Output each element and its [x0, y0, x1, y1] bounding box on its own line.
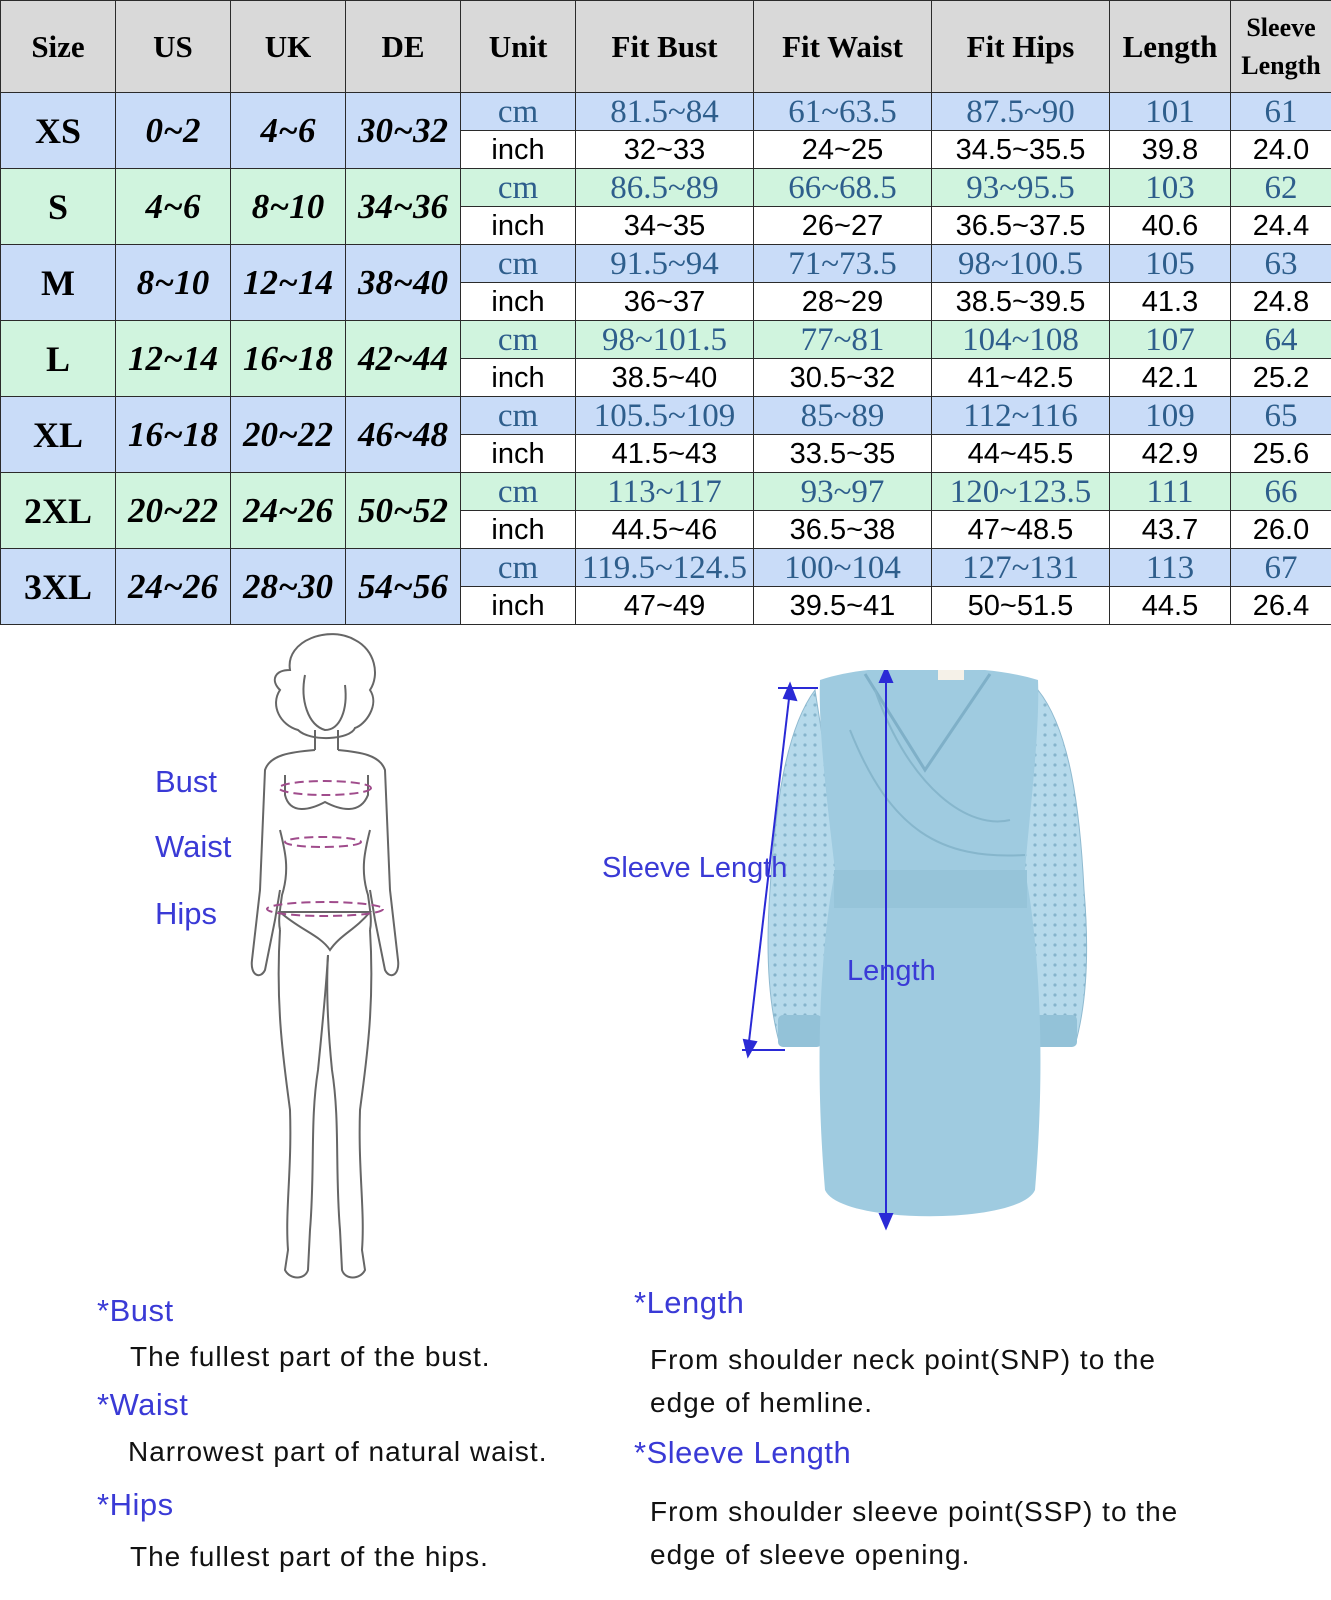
def-sleeve-title: *Sleeve Length	[634, 1435, 852, 1470]
table-row-cm	[1, 93, 1331, 131]
cell-cm-length: 101	[1110, 93, 1231, 131]
cell-cm-waist: 61~63.5	[754, 93, 932, 131]
cell-cm-bust: 119.5~124.5	[576, 549, 754, 587]
cell-us: 24~26	[116, 549, 231, 625]
cell-cm-sleeve: 65	[1231, 397, 1331, 435]
header-unit: Unit	[461, 1, 576, 93]
cell-cm-unit: cm	[461, 397, 576, 435]
cell-cm-unit: cm	[461, 473, 576, 511]
cell-cm-unit: cm	[461, 549, 576, 587]
table-row-cm	[1, 397, 1331, 435]
def-length-text-line2: edge of hemline.	[650, 1387, 874, 1418]
cell-cm-waist: 77~81	[754, 321, 932, 359]
header-sleeve-line2: Length	[1241, 50, 1321, 80]
cell-cm-waist: 100~104	[754, 549, 932, 587]
cell-inch-length: 44.5	[1110, 587, 1231, 625]
cell-cm-length: 113	[1110, 549, 1231, 587]
cell-inch-waist: 30.5~32	[754, 359, 932, 397]
header-sleeve-length	[1231, 1, 1331, 93]
cell-inch-bust: 44.5~46	[576, 511, 754, 549]
cell-inch-sleeve: 26.4	[1231, 587, 1331, 625]
cell-uk: 28~30	[231, 549, 346, 625]
cell-uk: 4~6	[231, 93, 346, 169]
header-size: Size	[1, 1, 116, 93]
cell-cm-hips: 112~116	[932, 397, 1110, 435]
cell-inch-length: 43.7	[1110, 511, 1231, 549]
cell-inch-hips: 50~51.5	[932, 587, 1110, 625]
cell-cm-unit: cm	[461, 245, 576, 283]
header-fit-bust: Fit Bust	[576, 1, 754, 93]
def-bust-title: *Bust	[97, 1293, 174, 1328]
table-header-row	[1, 1, 1331, 93]
cell-inch-bust: 47~49	[576, 587, 754, 625]
cell-us: 20~22	[116, 473, 231, 549]
header-uk: UK	[231, 1, 346, 93]
cell-inch-unit: inch	[461, 131, 576, 169]
cell-uk: 24~26	[231, 473, 346, 549]
cell-inch-waist: 28~29	[754, 283, 932, 321]
cell-us: 4~6	[116, 169, 231, 245]
cell-de: 30~32	[346, 93, 461, 169]
cell-cm-sleeve: 67	[1231, 549, 1331, 587]
cell-cm-hips: 87.5~90	[932, 93, 1110, 131]
header-fit-waist: Fit Waist	[754, 1, 932, 93]
cell-cm-length: 107	[1110, 321, 1231, 359]
cell-inch-sleeve: 26.0	[1231, 511, 1331, 549]
cell-inch-unit: inch	[461, 283, 576, 321]
cell-inch-waist: 39.5~41	[754, 587, 932, 625]
cell-inch-unit: inch	[461, 359, 576, 397]
cell-inch-unit: inch	[461, 207, 576, 245]
cell-inch-hips: 41~42.5	[932, 359, 1110, 397]
header-sleeve-line1: Sleeve	[1246, 12, 1316, 42]
table-row-cm	[1, 549, 1331, 587]
cell-size: XL	[1, 397, 116, 473]
cell-cm-bust: 91.5~94	[576, 245, 754, 283]
cell-cm-waist: 93~97	[754, 473, 932, 511]
cell-cm-length: 109	[1110, 397, 1231, 435]
cell-inch-length: 42.9	[1110, 435, 1231, 473]
cell-inch-hips: 44~45.5	[932, 435, 1110, 473]
table-row-cm	[1, 321, 1331, 359]
cell-cm-hips: 93~95.5	[932, 169, 1110, 207]
table-row-cm	[1, 169, 1331, 207]
cell-size: S	[1, 169, 116, 245]
cell-cm-sleeve: 66	[1231, 473, 1331, 511]
cell-inch-bust: 41.5~43	[576, 435, 754, 473]
cell-uk: 8~10	[231, 169, 346, 245]
cell-inch-bust: 38.5~40	[576, 359, 754, 397]
cell-cm-length: 103	[1110, 169, 1231, 207]
cell-inch-waist: 33.5~35	[754, 435, 932, 473]
def-length-title: *Length	[634, 1285, 745, 1320]
cell-inch-sleeve: 25.2	[1231, 359, 1331, 397]
cell-inch-sleeve: 24.8	[1231, 283, 1331, 321]
cell-inch-bust: 36~37	[576, 283, 754, 321]
cell-cm-bust: 98~101.5	[576, 321, 754, 359]
def-bust-text: The fullest part of the bust.	[130, 1341, 491, 1372]
header-de: DE	[346, 1, 461, 93]
cell-inch-waist: 36.5~38	[754, 511, 932, 549]
cell-cm-bust: 81.5~84	[576, 93, 754, 131]
cell-us: 8~10	[116, 245, 231, 321]
cell-de: 34~36	[346, 169, 461, 245]
cell-inch-hips: 47~48.5	[932, 511, 1110, 549]
cell-uk: 12~14	[231, 245, 346, 321]
cell-cm-unit: cm	[461, 93, 576, 131]
cell-cm-sleeve: 61	[1231, 93, 1331, 131]
cell-cm-length: 111	[1110, 473, 1231, 511]
table-row-cm	[1, 245, 1331, 283]
cell-inch-hips: 34.5~35.5	[932, 131, 1110, 169]
cell-inch-waist: 26~27	[754, 207, 932, 245]
cell-size: M	[1, 245, 116, 321]
cell-size: 2XL	[1, 473, 116, 549]
cell-cm-hips: 104~108	[932, 321, 1110, 359]
cell-uk: 16~18	[231, 321, 346, 397]
cell-inch-length: 41.3	[1110, 283, 1231, 321]
header-us: US	[116, 1, 231, 93]
cell-inch-bust: 32~33	[576, 131, 754, 169]
cell-inch-sleeve: 24.4	[1231, 207, 1331, 245]
cell-cm-sleeve: 62	[1231, 169, 1331, 207]
body-outline-figure	[230, 630, 420, 1290]
cell-uk: 20~22	[231, 397, 346, 473]
cell-inch-waist: 24~25	[754, 131, 932, 169]
cell-inch-length: 42.1	[1110, 359, 1231, 397]
cell-inch-unit: inch	[461, 511, 576, 549]
cell-cm-length: 105	[1110, 245, 1231, 283]
body-label-hips: Hips	[155, 896, 218, 931]
def-sleeve-text-line1: From shoulder sleeve point(SSP) to the	[650, 1496, 1179, 1527]
table-body	[1, 93, 1331, 625]
def-waist-text: Narrowest part of natural waist.	[128, 1436, 548, 1467]
cell-de: 50~52	[346, 473, 461, 549]
cell-cm-hips: 120~123.5	[932, 473, 1110, 511]
cell-cm-bust: 113~117	[576, 473, 754, 511]
cell-inch-sleeve: 24.0	[1231, 131, 1331, 169]
size-chart-table	[0, 0, 1331, 625]
cell-us: 12~14	[116, 321, 231, 397]
cell-size: 3XL	[1, 549, 116, 625]
def-hips-text: The fullest part of the hips.	[130, 1541, 489, 1572]
cell-cm-hips: 127~131	[932, 549, 1110, 587]
cell-inch-unit: inch	[461, 435, 576, 473]
cell-inch-hips: 36.5~37.5	[932, 207, 1110, 245]
body-label-waist: Waist	[155, 829, 232, 864]
cell-de: 42~44	[346, 321, 461, 397]
cell-cm-unit: cm	[461, 321, 576, 359]
cell-cm-waist: 85~89	[754, 397, 932, 435]
body-label-bust: Bust	[155, 764, 218, 799]
def-hips-title: *Hips	[97, 1487, 174, 1522]
cell-us: 16~18	[116, 397, 231, 473]
cell-size: L	[1, 321, 116, 397]
cell-de: 46~48	[346, 397, 461, 473]
cell-cm-sleeve: 63	[1231, 245, 1331, 283]
cell-cm-hips: 98~100.5	[932, 245, 1110, 283]
cell-inch-bust: 34~35	[576, 207, 754, 245]
table-row-cm	[1, 473, 1331, 511]
header-length: Length	[1110, 1, 1231, 93]
cell-inch-hips: 38.5~39.5	[932, 283, 1110, 321]
cell-de: 54~56	[346, 549, 461, 625]
cell-inch-sleeve: 25.6	[1231, 435, 1331, 473]
cell-cm-sleeve: 64	[1231, 321, 1331, 359]
cell-size: XS	[1, 93, 116, 169]
cell-cm-waist: 66~68.5	[754, 169, 932, 207]
cell-inch-length: 40.6	[1110, 207, 1231, 245]
def-waist-title: *Waist	[97, 1387, 189, 1422]
cell-inch-length: 39.8	[1110, 131, 1231, 169]
cell-cm-bust: 105.5~109	[576, 397, 754, 435]
cell-cm-bust: 86.5~89	[576, 169, 754, 207]
cell-inch-unit: inch	[461, 587, 576, 625]
cell-cm-waist: 71~73.5	[754, 245, 932, 283]
cell-de: 38~40	[346, 245, 461, 321]
cell-cm-unit: cm	[461, 169, 576, 207]
def-length-text-line1: From shoulder neck point(SNP) to the	[650, 1344, 1156, 1375]
dress-label-length: Length	[847, 955, 936, 987]
header-fit-hips: Fit Hips	[932, 1, 1110, 93]
cell-us: 0~2	[116, 93, 231, 169]
def-sleeve-text-line2: edge of sleeve opening.	[650, 1539, 971, 1570]
dress-label-sleeve-length: Sleeve Length	[602, 852, 788, 884]
